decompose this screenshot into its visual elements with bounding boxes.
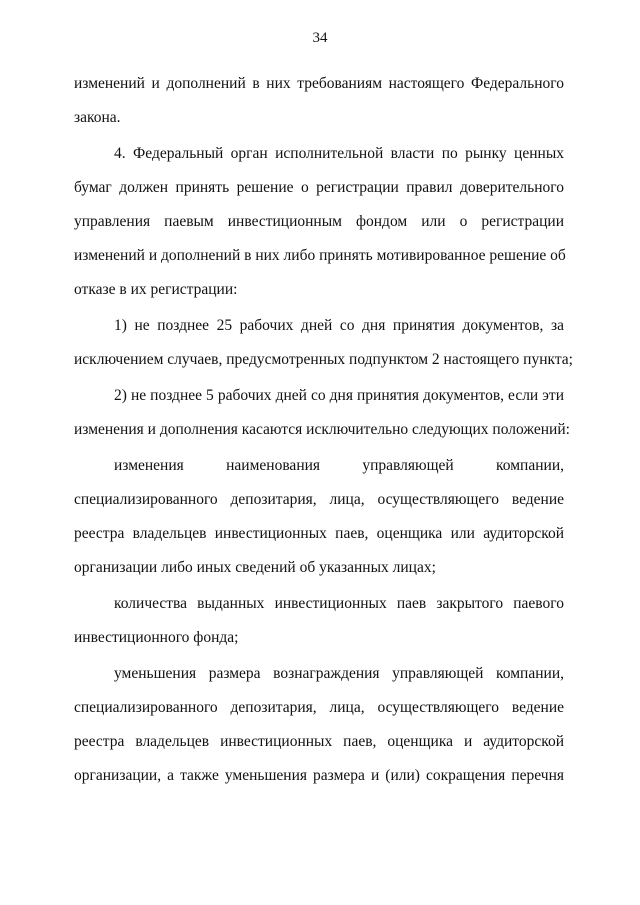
text-line: организации, а также уменьшения размера и (или) сокращения перечня [74, 767, 564, 784]
text-line: 4. Федеральный орган исполнительной власти по рынку ценных [114, 145, 564, 162]
text-line: бумаг должен принять решение о регистрации правил доверительного [74, 179, 564, 196]
text-line: специализированного депозитария, лица, осуществляющего ведение [74, 699, 564, 716]
text-line: исключением случаев, предусмотренных подпунктом 2 настоящего пункта; [74, 351, 573, 368]
text-line: инвестиционного фонда; [74, 629, 239, 646]
text-line: отказе в их регистрации: [74, 281, 238, 298]
text-line: 1) не позднее 25 рабочих дней со дня принятия документов, за [114, 317, 564, 334]
text-line: 2) не позднее 5 рабочих дней со дня принятия документов, если эти [114, 387, 564, 404]
text-line: организации либо иных сведений об указанных лицах; [74, 559, 436, 576]
text-line: закона. [74, 109, 121, 126]
text-line: количества выданных инвестиционных паев закрытого паевого [114, 595, 564, 612]
text-line: специализированного депозитария, лица, осуществляющего ведение [74, 491, 564, 508]
text-line: изменения наименования управляющей компании, [114, 457, 564, 474]
text-line: уменьшения размера вознаграждения управляющей компании, [114, 665, 564, 682]
text-line: реестра владельцев инвестиционных паев, оценщика и аудиторской [74, 733, 564, 750]
text-line: изменений и дополнений в них требованиям настоящего Федерального [74, 75, 564, 92]
text-line: реестра владельцев инвестиционных паев, оценщика или аудиторской [74, 525, 564, 542]
text-line: управления паевым инвестиционным фондом или о регистрации [74, 213, 564, 230]
page-number: 34 [312, 30, 328, 46]
text-line: изменений и дополнений в них либо принять мотивированное решение об [74, 247, 566, 264]
text-line: изменения и дополнения касаются исключительно следующих положений: [74, 421, 570, 438]
